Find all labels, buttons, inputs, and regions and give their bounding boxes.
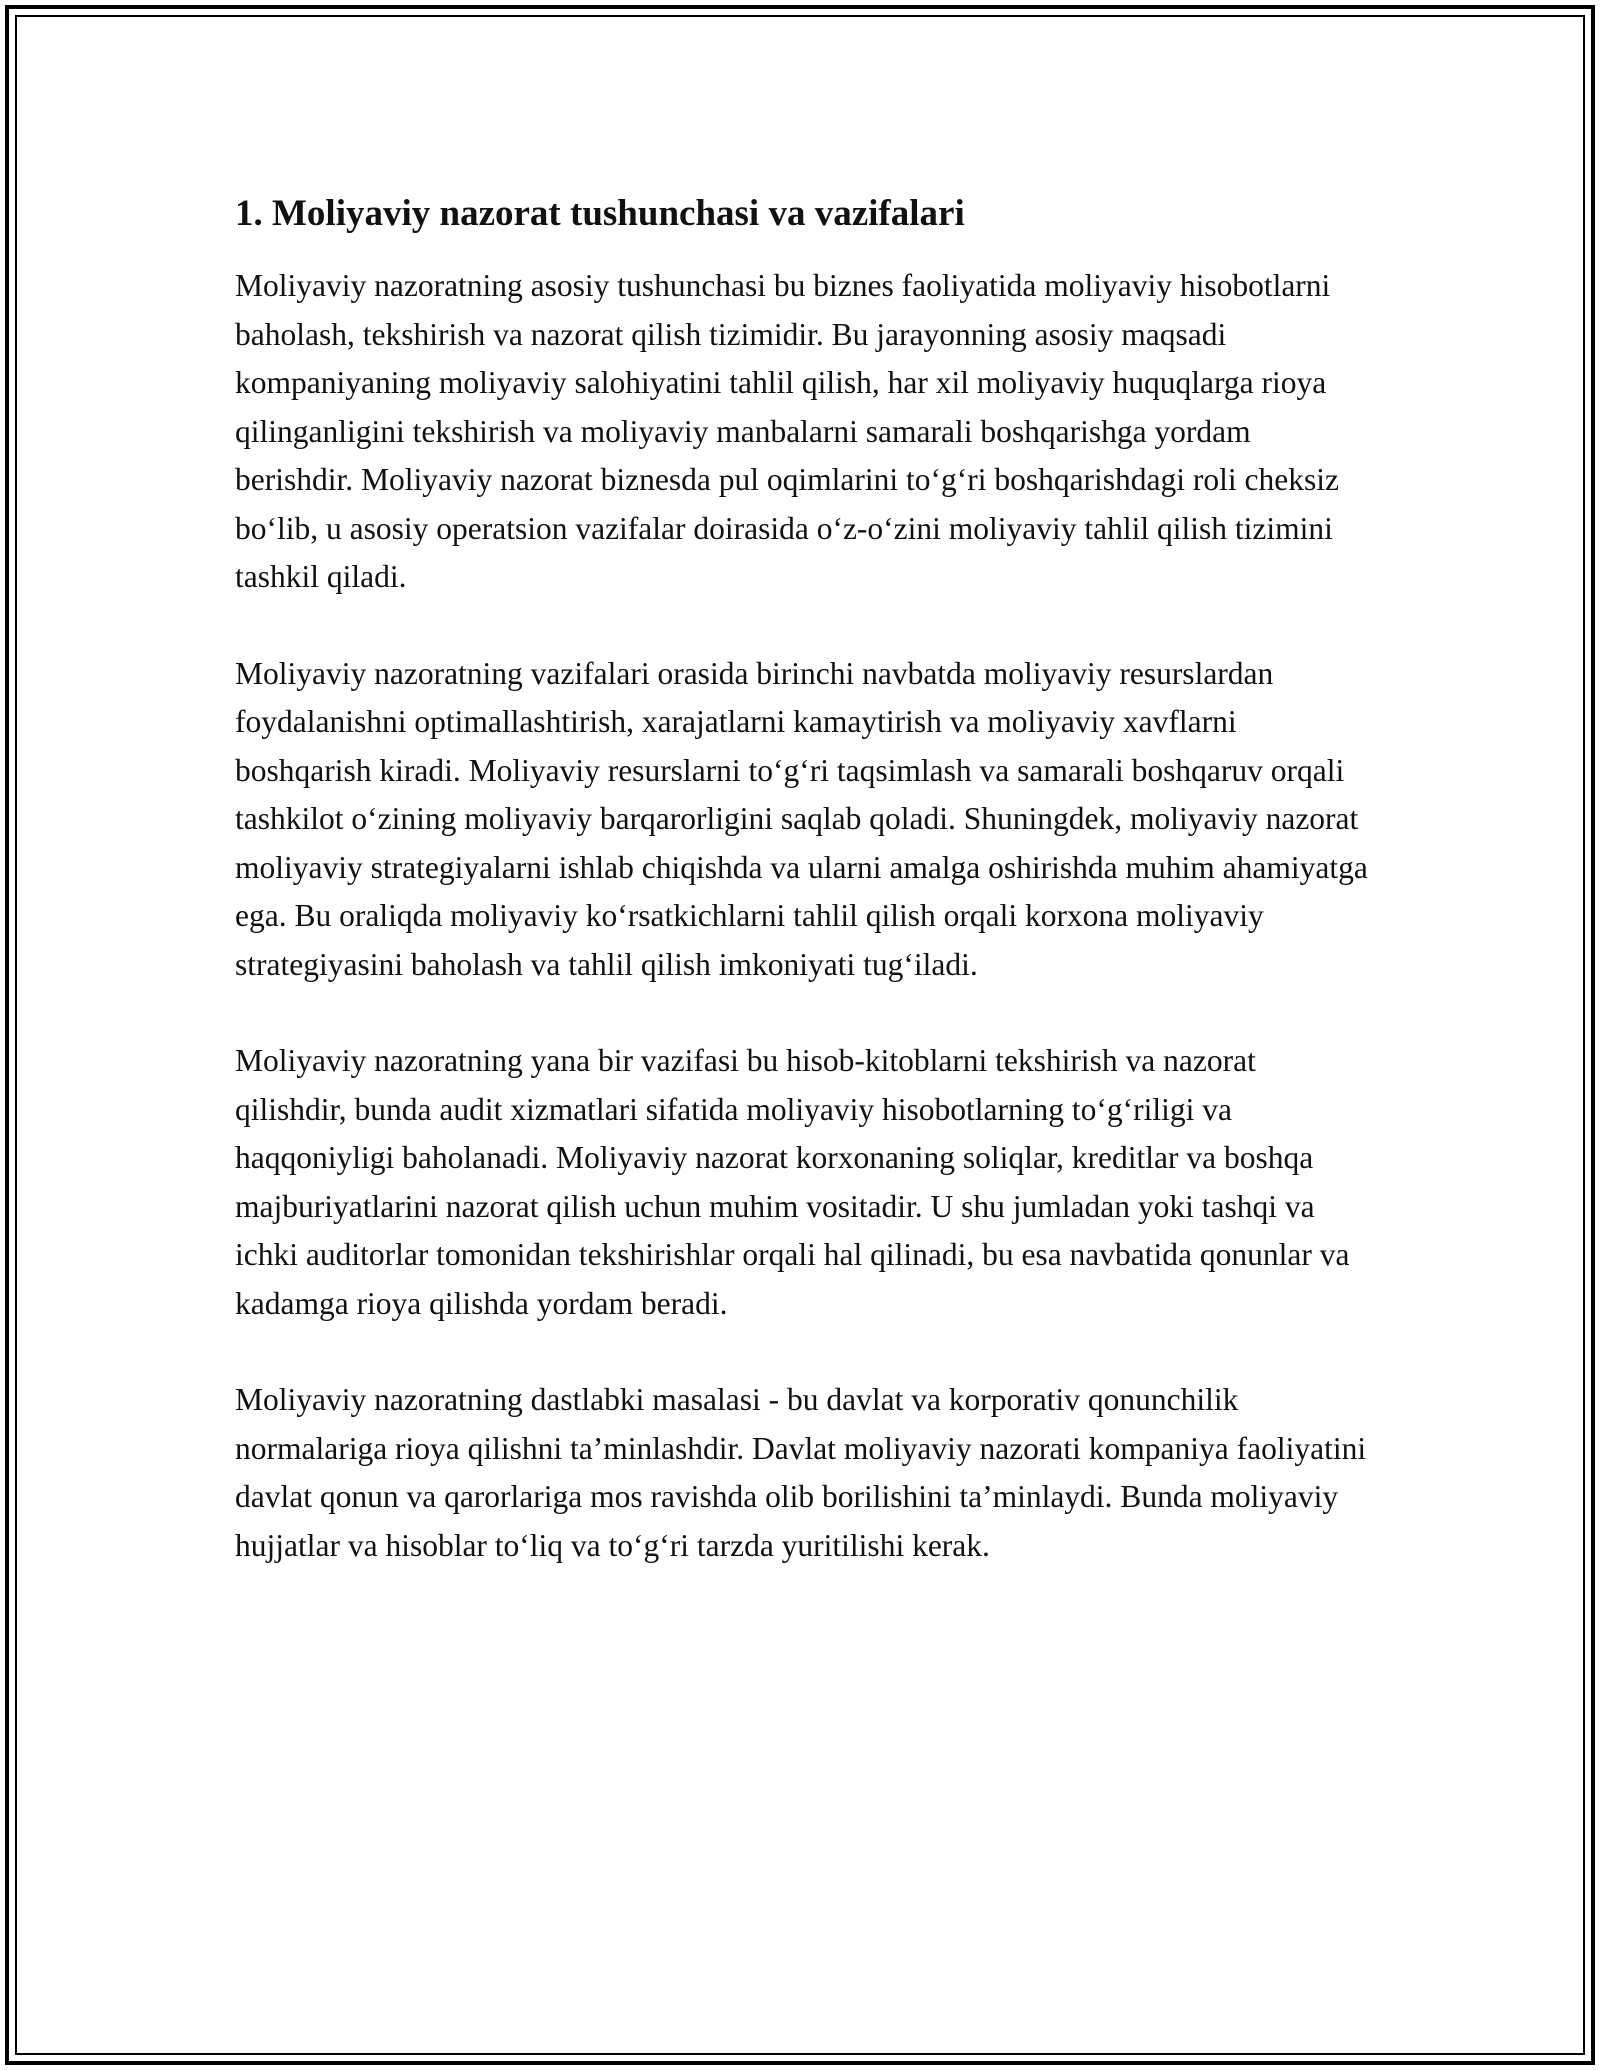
document-body bbox=[235, 188, 1370, 1618]
paragraph-4: Moliyaviy nazoratning dastlabki masalasi - bu davlat va korporativ qonunchilik normalariga rioya qilishni ta’minlashdir. Davlat moliyaviy nazorati kompaniya faoliyatini davlat qonun va qarorlariga mos ravishda olib borilishini ta’minlaydi. Bunda moliyaviy hujjatlar va hisoblar to‘liq va to‘g‘ri tarzda yuritilishi kerak. bbox=[235, 1382, 1367, 1563]
paragraph-1: Moliyaviy nazoratning asosiy tushunchasi bu biznes faoliyatida moliyaviy hisobotlarni baholash, tekshirish va nazorat qilish tizimidir. Bu jarayonning asosiy maqsadi kompaniyaning moliyaviy salohiyatini tahlil qilish, har xil moliyaviy huquqlarga rioya qilinganligini tekshirish va moliyaviy manbalarni samarali boshqarishga yordam berishdir. Moliyaviy nazorat biznesda pul oqimlarini to‘g‘ri boshqarishdagi roli cheksiz bo‘lib, u asosiy operatsion vazifalar doirasida o‘z-o‘zini moliyaviy tahlil qilish tizimini tashkil qiladi. bbox=[235, 268, 1339, 594]
paragraph-3: Moliyaviy nazoratning yana bir vazifasi bu hisob-kitoblarni tekshirish va nazorat qilishdir, bunda audit xizmatlari sifatida moliyaviy hisobotlarning to‘g‘riligi va haqqoniyligi baholanadi. Moliyaviy nazorat korxonaning soliqlar, kreditlar va boshqa majburiyatlarini nazorat qilish uchun muhim vositadir. U shu jumladan yoki tashqi va ichki auditorlar tomonidan tekshirishlar orqali hal qilinadi, bu esa navbatida qonunlar va kadamga rioya qilishda yordam beradi. bbox=[235, 1043, 1350, 1321]
paragraph-2: Moliyaviy nazoratning vazifalari orasida birinchi navbatda moliyaviy resurslardan foydalanishni optimallashtirish, xarajatlarni kamaytirish va moliyaviy xavflarni boshqarish kiradi. Moliyaviy resurslarni to‘g‘ri taqsimlash va samarali boshqaruv orqali tashkilot o‘zining moliyaviy barqarorligini saqlab qoladi. Shuningdek, moliyaviy nazorat moliyaviy strategiyalarni ishlab chiqishda va ularni amalga oshirishda muhim ahamiyatga ega. Bu oraliqda moliyaviy ko‘rsatkichlarni tahlil qilish orqali korxona moliyaviy strategiyasini baholash va tahlil qilish imkoniyati tug‘iladi. bbox=[235, 655, 1368, 982]
section-heading: 1. Moliyaviy nazorat tushunchasi va vazifalari bbox=[235, 193, 965, 234]
